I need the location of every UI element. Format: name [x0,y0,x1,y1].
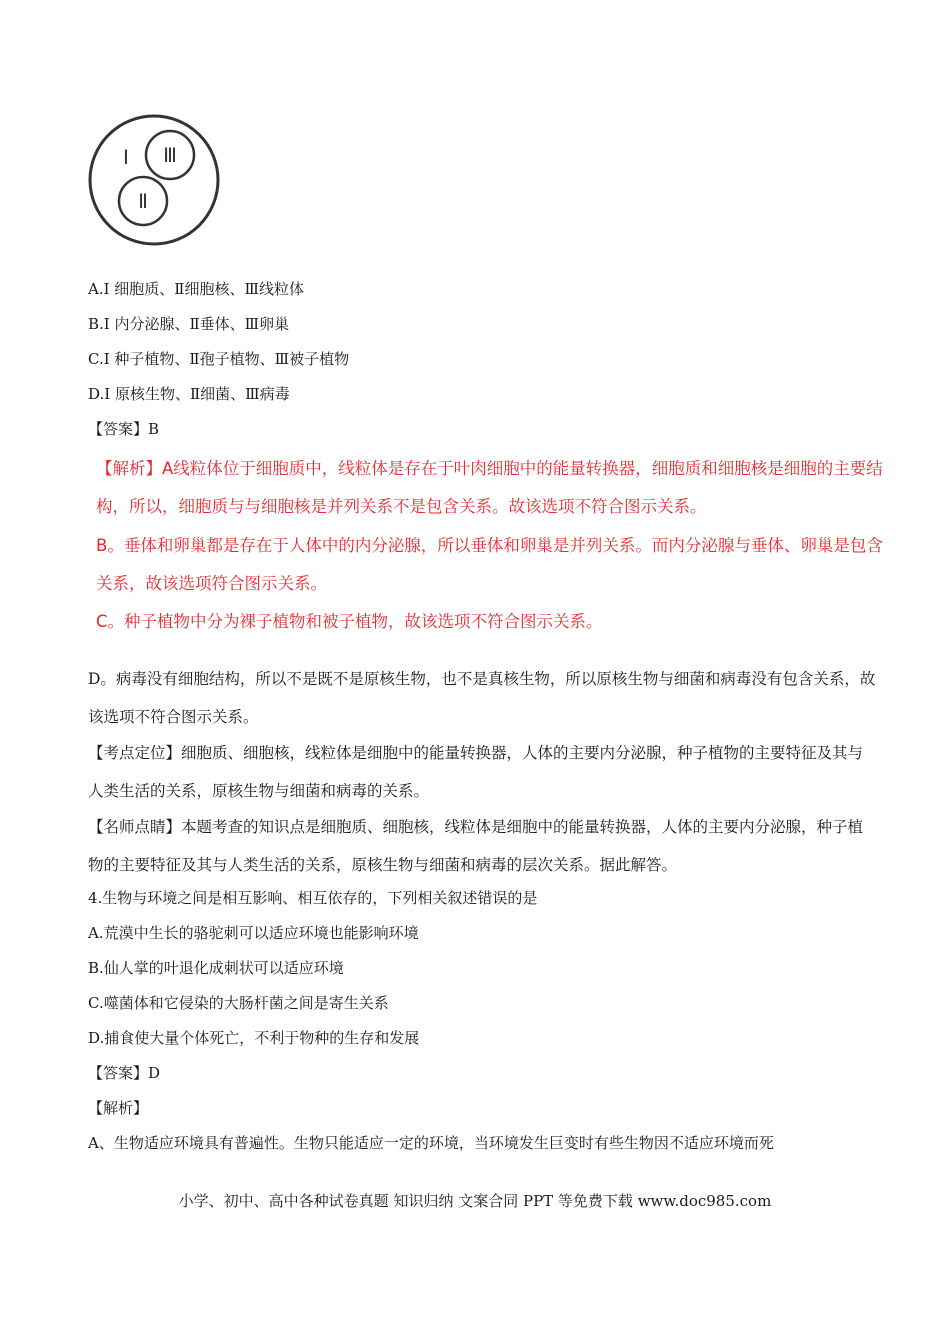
q3-option-c: C.Ⅰ 种子植物、Ⅱ孢子植物、Ⅲ被子植物 [88,350,350,368]
q3-answer: 【答案】B [88,420,160,438]
label-top: Ⅲ [163,145,177,167]
label-outer: Ⅰ [123,147,129,169]
q3-option-d: D.Ⅰ 原核生物、Ⅱ细菌、Ⅲ病毒 [88,385,290,403]
nested-circles-diagram [86,112,224,248]
q4-analysis-label: 【解析】 [88,1099,149,1117]
q3-option-a: A.Ⅰ 细胞质、Ⅱ细胞核、Ⅲ线粒体 [88,280,304,298]
q4-answer: 【答案】D [88,1064,161,1082]
label-bottom: Ⅱ [138,191,148,213]
q4-question: 4.生物与环境之间是相互影响、相互依存的，下列相关叙述错误的是 [88,889,538,907]
q4-option-b: B.仙人掌的叶退化成刺状可以适应环境 [88,959,344,977]
q3-analysis-a: 【解析】A线粒体位于细胞质中，线粒体是存在于叶肉细胞中的能量转换器，细胞质和细胞核是细胞的主要结构，所以，细胞质与与细胞核是并列关系不是包含关系。故该选项不符合图示关系。 [96,459,883,516]
q4-option-c: C.噬菌体和它侵染的大肠杆菌之间是寄生关系 [88,994,389,1012]
q3-option-b: B.Ⅰ 内分泌腺、Ⅱ垂体、Ⅲ卵巢 [88,315,290,333]
q4-option-a: A.荒漠中生长的骆驼刺可以适应环境也能影响环境 [88,924,419,942]
q3-analysis-c: C。种子植物中分为裸子植物和被子植物，故该选项不符合图示关系。 [96,612,603,631]
page-footer: 小学、初中、高中各种试卷真题 知识归纳 文案合同 PPT 等免费下载 www.doc985.com [178,1192,772,1210]
q3-mingshi: 【名师点睛】本题考查的知识点是细胞质、细胞核，线粒体是细胞中的能量转换器，人体的主要内分泌腺，种子植物的主要特征及其与人类生活的关系，原核生物与细菌和病毒的层次关系。据此解答。 [88,818,864,874]
q3-kaodian: 【考点定位】细胞质、细胞核，线粒体是细胞中的能量转换器，人体的主要内分泌腺，种子植物的主要特征及其与人类生活的关系，原核生物与细菌和病毒的关系。 [88,744,864,800]
q3-analysis-b: B。垂体和卵巢都是存在于人体中的内分泌腺，所以垂体和卵巢是并列关系。而内分泌腺与垂体、卵巢是包含关系，故该选项符合图示关系。 [96,536,883,593]
q4-option-d: D.捕食使大量个体死亡，不利于物种的生存和发展 [88,1029,420,1047]
q4-analysis-a: A、生物适应环境具有普遍性。生物只能适应一定的环境，当环境发生巨变时有些生物因不适应环境而死 [88,1134,774,1152]
q3-analysis-d: D。病毒没有细胞结构，所以不是既不是原核生物，也不是真核生物，所以原核生物与细菌和病毒没有包含关系，故该选项不符合图示关系。 [88,670,876,726]
